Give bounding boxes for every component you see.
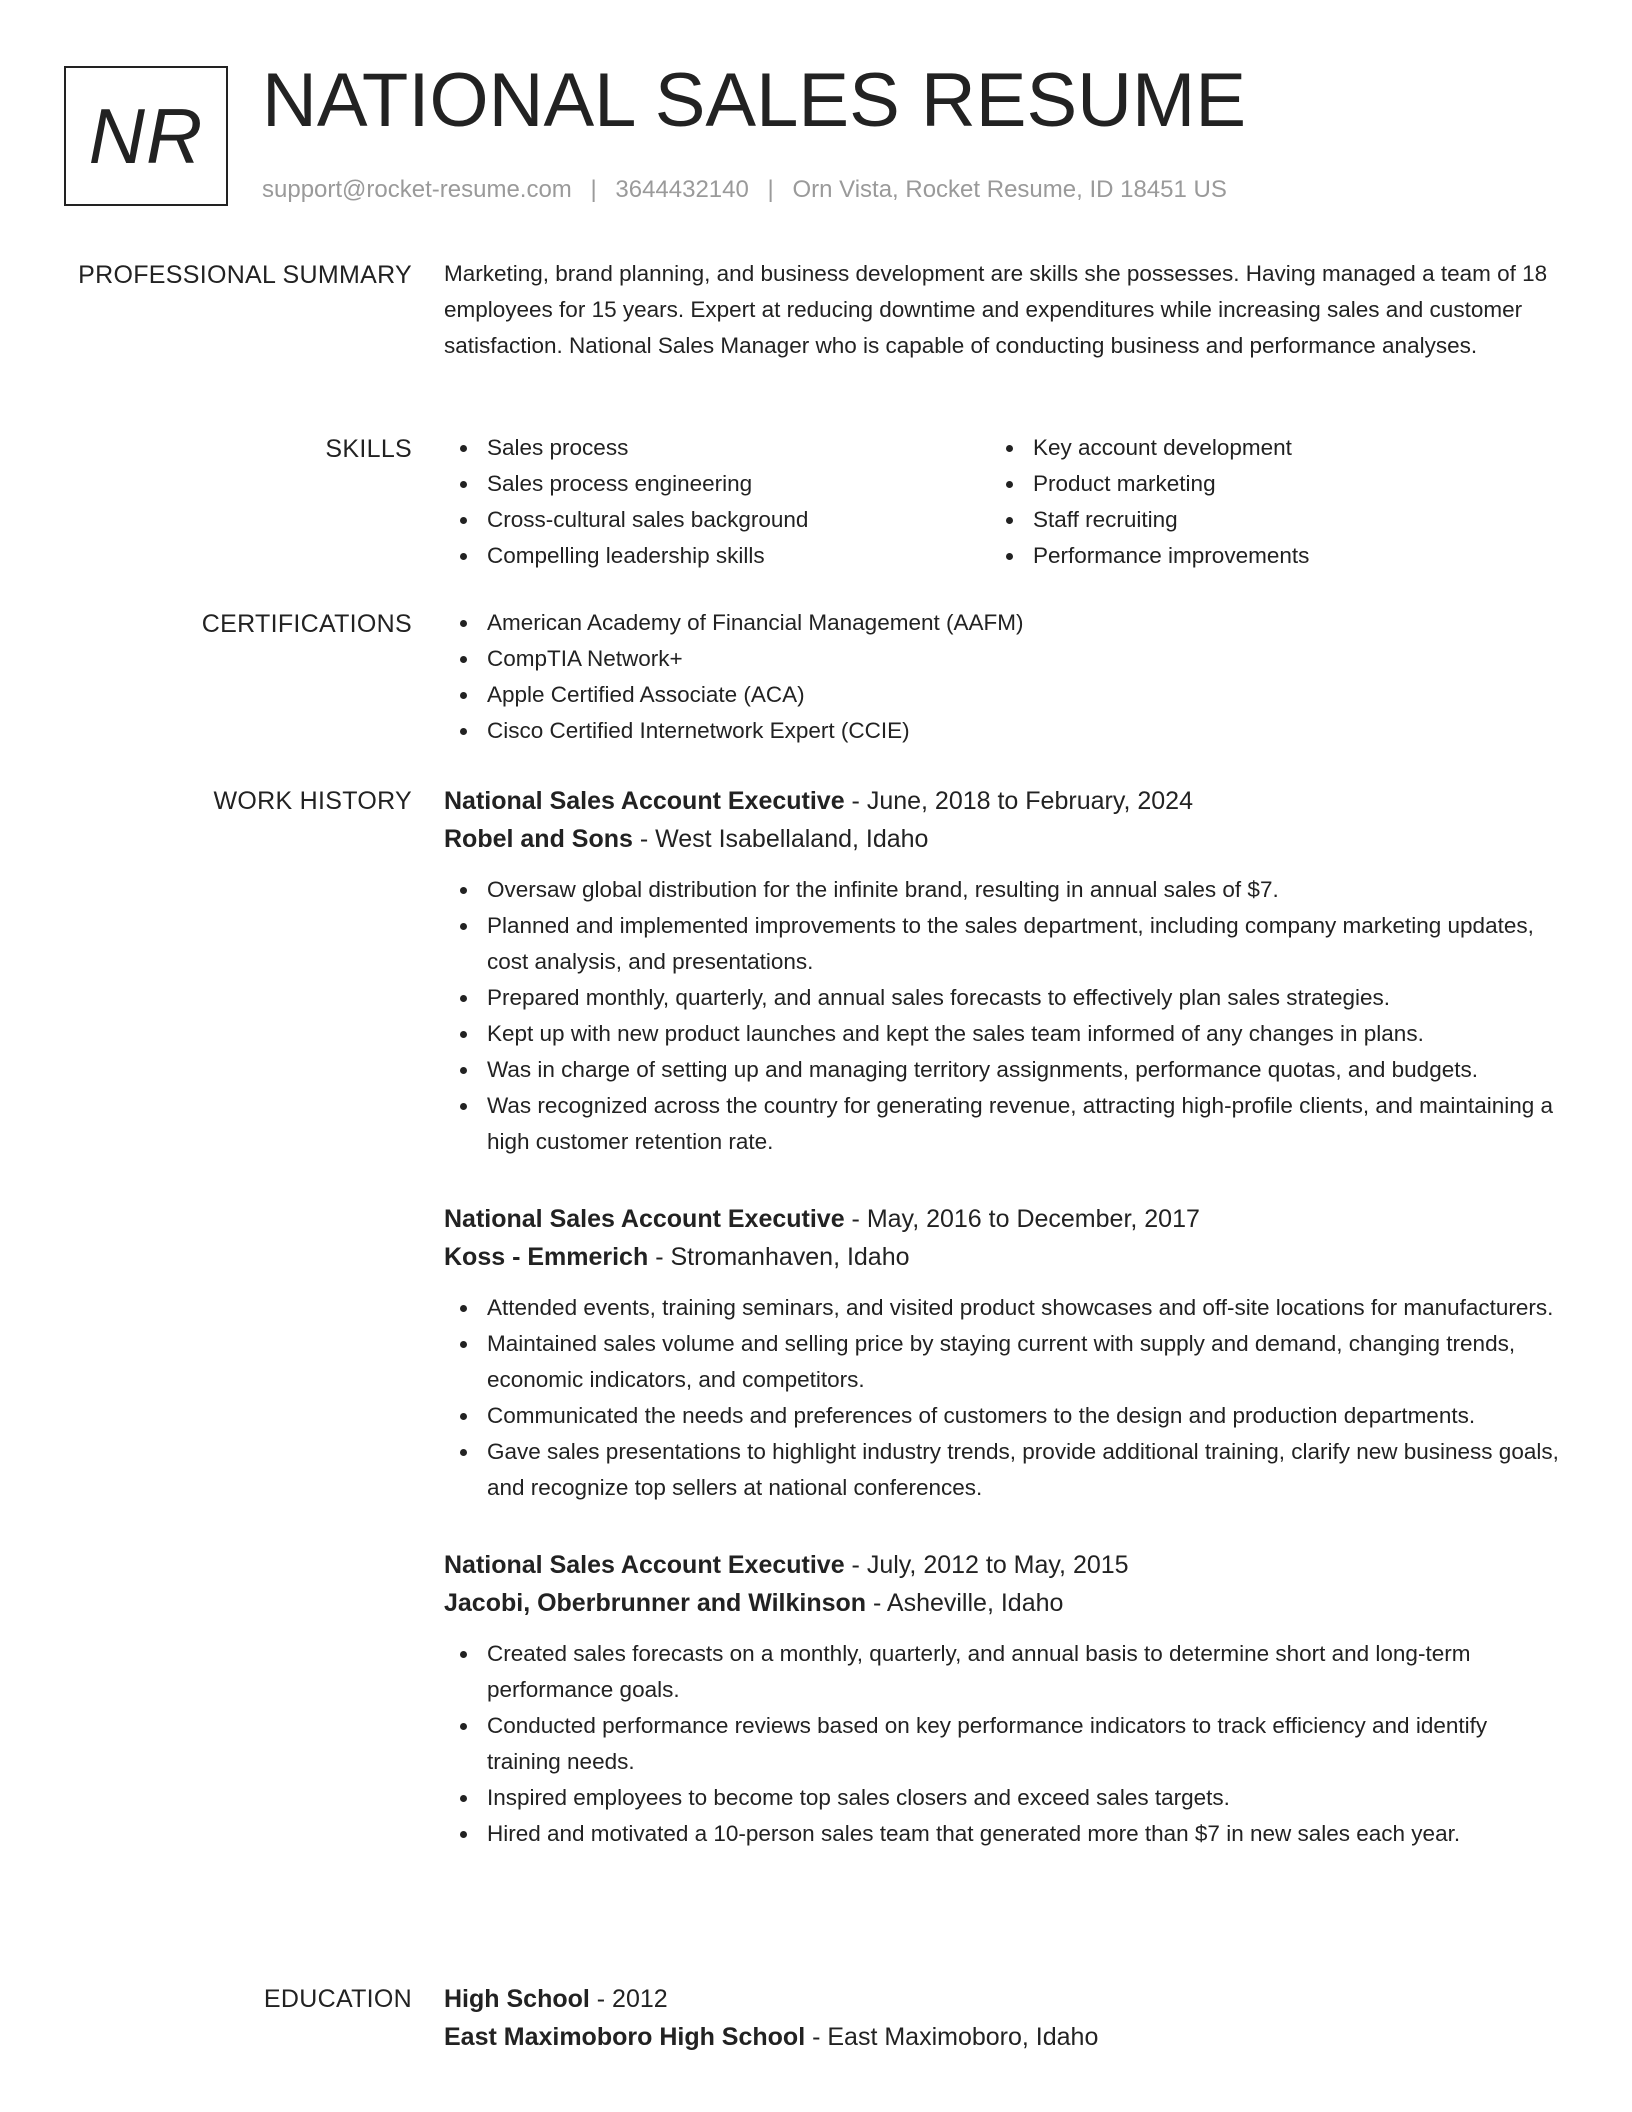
job-dates: - July, 2012 to May, 2015 <box>844 1551 1129 1579</box>
job-company: Jacobi, Oberbrunner and Wilkinson <box>444 1589 867 1617</box>
job-duty-item: Prepared monthly, quarterly, and annual sales forecasts to effectively plan sales strategies. <box>444 980 1559 1016</box>
job-duty-item: Was recognized across the country for generating revenue, attracting high-profile clients, and maintaining a high customer retention rate. <box>444 1088 1559 1160</box>
skill-item: Sales process <box>444 430 990 466</box>
summary-text: Marketing, brand planning, and business development are skills she possesses. Having managed a team of 18 employees for 15 years. Expert at reducing downtime and expenditures while increasing sales and customer satisfaction. National Sales Manager who is capable of conducting business and performance analyses. <box>444 261 1548 358</box>
skills-label: SKILLS <box>325 435 412 463</box>
certification-item: American Academy of Financial Management (AAFM) <box>444 605 1559 641</box>
skill-item: Sales process engineering <box>444 466 990 502</box>
education-location: - East Maximoboro, Idaho <box>805 2023 1099 2051</box>
job-entry <box>444 782 1559 1160</box>
certification-item: Apple Certified Associate (ACA) <box>444 677 1559 713</box>
certifications-list <box>444 605 1559 749</box>
job-company-line <box>444 1584 1559 1622</box>
education-degree-line <box>444 1980 1559 2018</box>
job-duty-item: Maintained sales volume and selling price by staying current with supply and demand, changing trends, economic indicators, and competitors. <box>444 1326 1559 1398</box>
job-duty-item: Planned and implemented improvements to the sales department, including company marketing updates, cost analysis, and presentations. <box>444 908 1559 980</box>
contact-line <box>262 174 1227 206</box>
job-company-line <box>444 820 1559 858</box>
certifications-label: CERTIFICATIONS <box>201 610 412 638</box>
job-title: National Sales Account Executive <box>444 1551 845 1579</box>
job-entry <box>444 1546 1559 1852</box>
job-title-line <box>444 1200 1559 1238</box>
job-duties-list <box>444 1290 1559 1506</box>
job-title: National Sales Account Executive <box>444 1205 845 1233</box>
education-year: - 2012 <box>589 1985 668 2013</box>
contact-phone: 3644432140 <box>615 176 749 203</box>
education-school: East Maximoboro High School <box>444 2023 806 2051</box>
work-history-label: WORK HISTORY <box>213 787 412 815</box>
job-title-line <box>444 782 1559 820</box>
job-company: Robel and Sons <box>444 825 633 853</box>
education-body <box>444 1980 1559 2056</box>
work-history-body <box>444 782 1559 1852</box>
resume-title: NATIONAL SALES RESUME <box>262 58 1247 143</box>
education-school-line <box>444 2018 1559 2056</box>
job-location: - West Isabellaland, Idaho <box>632 825 929 853</box>
job-company-line <box>444 1238 1559 1276</box>
skills-list <box>444 430 1559 574</box>
job-title-line <box>444 1546 1559 1584</box>
job-dates: - June, 2018 to February, 2024 <box>844 787 1193 815</box>
contact-separator: | <box>767 176 774 203</box>
job-entry <box>444 1200 1559 1506</box>
job-duties-list <box>444 1636 1559 1852</box>
skill-item: Performance improvements <box>990 538 1536 574</box>
summary-label: PROFESSIONAL SUMMARY <box>78 261 412 289</box>
monogram-badge <box>64 66 228 206</box>
certification-item: CompTIA Network+ <box>444 641 1559 677</box>
job-duty-item: Was in charge of setting up and managing territory assignments, performance quotas, and budgets. <box>444 1052 1559 1088</box>
job-dates: - May, 2016 to December, 2017 <box>844 1205 1200 1233</box>
education-degree: High School <box>444 1985 590 2013</box>
job-duty-item: Created sales forecasts on a monthly, quarterly, and annual basis to determine short and long-term performance goals. <box>444 1636 1559 1708</box>
job-location: - Asheville, Idaho <box>866 1589 1064 1617</box>
job-duty-item: Attended events, training seminars, and visited product showcases and off-site locations for manufacturers. <box>444 1290 1559 1326</box>
job-duty-item: Gave sales presentations to highlight industry trends, provide additional training, clarify new business goals, and recognize top sellers at national conferences. <box>444 1434 1559 1506</box>
education-label: EDUCATION <box>263 1985 412 2013</box>
certification-item: Cisco Certified Internetwork Expert (CCIE) <box>444 713 1559 749</box>
job-duty-item: Inspired employees to become top sales closers and exceed sales targets. <box>444 1780 1559 1816</box>
job-duty-item: Kept up with new product launches and kept the sales team informed of any changes in plans. <box>444 1016 1559 1052</box>
contact-email: support@rocket-resume.com <box>262 176 572 203</box>
job-duty-item: Conducted performance reviews based on key performance indicators to track efficiency and identify training needs. <box>444 1708 1559 1780</box>
certifications-body <box>444 605 1559 749</box>
job-title: National Sales Account Executive <box>444 787 845 815</box>
monogram-text: NR <box>88 91 204 180</box>
skill-item: Key account development <box>990 430 1536 466</box>
job-duty-item: Oversaw global distribution for the infinite brand, resulting in annual sales of $7. <box>444 872 1559 908</box>
contact-address: Orn Vista, Rocket Resume, ID 18451 US <box>792 176 1227 203</box>
skill-item: Product marketing <box>990 466 1536 502</box>
skill-item: Cross-cultural sales background <box>444 502 990 538</box>
skill-item: Compelling leadership skills <box>444 538 990 574</box>
job-location: - Stromanhaven, Idaho <box>648 1243 910 1271</box>
summary-body <box>444 256 1559 364</box>
contact-separator: | <box>590 176 597 203</box>
skills-body <box>444 430 1559 574</box>
skill-item: Staff recruiting <box>990 502 1536 538</box>
job-duty-item: Hired and motivated a 10-person sales team that generated more than $7 in new sales each year. <box>444 1816 1559 1852</box>
job-company: Koss - Emmerich <box>444 1243 649 1271</box>
job-duties-list <box>444 872 1559 1160</box>
job-duty-item: Communicated the needs and preferences of customers to the design and production departments. <box>444 1398 1559 1434</box>
